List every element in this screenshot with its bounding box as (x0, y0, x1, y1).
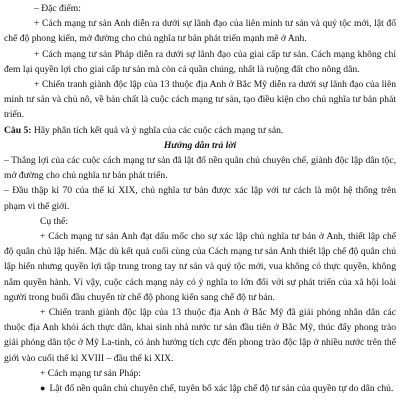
paragraph-france: + Cách mạng tư sản Pháp diễn ra dưới sự lãnh đạo của giai cấp tư sản. Cách mạng không chỉ đem lại quyền lợi cho giai cấp tư sản mà còn cả quần chúng, nhất là ruộng đất cho nông dân. (4, 48, 396, 75)
paragraph-england: + Cách mạng tư sản Anh diễn ra dưới sự lãnh đạo của liên minh tư sản và quý tộc mới, lật đổ chế độ phong kiến, mở đường cho chủ nghĩa tư bản phát triển mạnh mẽ ở Anh. (4, 18, 396, 45)
question-text: Hãy phân tích kết quả và ý nghĩa của các cuộc cách mạng tư sản. (33, 124, 284, 136)
question-5 (4, 123, 396, 138)
answer-1870s: – Đầu thập kỉ 70 của thế kỉ XIX, chủ nghĩa tư bản được xác lập với tư cách là một hệ thống trên phạm vi thế giới. (4, 185, 396, 212)
answer-victory: – Thắng lợi của các cuộc cách mạng tư sản đã lật đổ nền quân chủ chuyên chế, giành độc lập dân tộc, mở đường cho chủ nghĩa tư bản phát triển. (4, 155, 396, 182)
answer-france-text: Lật đổ nền quân chủ chuyên chế, tuyên bố xác lập chế độ tư sản của quyền tự do dân chủ. (49, 383, 394, 395)
answer-france-label: + Cách mạng tư sản Pháp: (40, 367, 141, 379)
question-label: Câu 5: (4, 124, 32, 136)
answer-guide-heading: Hướng dẫn trả lời (163, 139, 237, 151)
characteristics-heading: – Đặc điểm: (34, 3, 81, 14)
answer-england: + Cách mạng tư sản Anh đạt dấu mốc cho sự xác lập chủ nghĩa tư bản ở Anh, thiết lập chế độ quân chủ lập hiến. Mặc dù kết quả cuối cùng của Cách mạng tư sản Anh thiết lập chế độ quân chủ lập hiến nhưng quyền lợi tập trung trong tay tư sản và quý tộc mới, vua không có thực quyền, không nắm quyền hành. Vì vậy, cuộc cách mạng này có ý nghĩa to lớn đối với sự phát triển của xã hội loài người trong buổi đầu chuyển từ chế độ phong kiến sang chế độ tư bản. (4, 231, 396, 303)
answer-north-america: + Chiến tranh giành độc lập của 13 thuộc địa Anh ở Bắc Mỹ đã giải phóng nhân dân các thuộc địa Anh khỏi ách thực dân, khai sinh nhà nước tư sản đầu tiên ở Bắc Mỹ, thúc đẩy phong trào giải phóng dân tộc ở Mỹ La-tinh, có ảnh hưởng tích cực đến phong trào độc lập ở nhiều nước trên thế giới vào cuối thế kỉ XVIII – đầu thế kỉ XIX. (4, 307, 396, 364)
answer-france-bullet (4, 381, 396, 396)
answer-specifics-label: Cụ thể: (40, 215, 68, 227)
paragraph-north-america: + Chiến tranh giành độc lập của 13 thuộc địa Anh ở Bắc Mỹ diễn ra dưới sự lãnh đạo của liên minh tư sản và chủ nô, về bản chất là cuộc cách mạng tư sản, tạo điều kiện cho chủ nghĩa tư bản phát triển. (4, 79, 396, 121)
bullet-icon: ● (40, 383, 46, 394)
